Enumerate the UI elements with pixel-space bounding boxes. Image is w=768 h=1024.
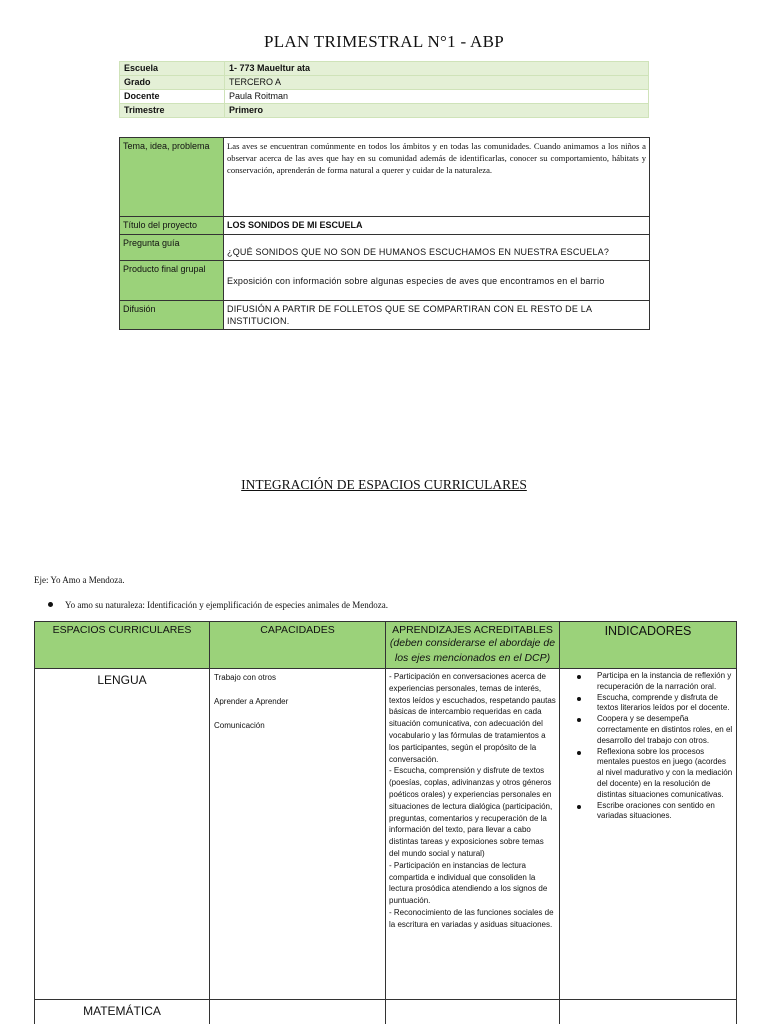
page-title: PLAN TRIMESTRAL N°1 - ABP [263,32,505,51]
aprendizajes-cell [386,1000,560,1024]
info-key: Docente [120,90,225,104]
area-name: LENGUA [35,669,210,1000]
project-row-tema [120,138,650,217]
titulo-text: LOS SONIDOS DE MI ESCUELA [224,217,650,235]
info-value: TERCERO A [225,76,649,90]
section-title: INTEGRACIÓN DE ESPACIOS CURRICULARES [241,477,527,492]
header-capacidades: CAPACIDADES [210,622,386,669]
info-value: 1- 773 Maueltur ata [225,62,649,76]
indicador-item: Escribe oraciones con sentido en variadas situaciones. [568,801,733,823]
difusion-text: DIFUSIÓN A PARTIR DE FOLLETOS QUE SE COMPARTIRAN CON EL RESTO DE LA INSTITUCION. [224,301,650,330]
capacidad-item: Trabajo con otros [214,673,276,682]
info-row-trimestre [120,104,649,118]
capacidad-item: Comunicación [214,721,265,730]
titulo-label: Título del proyecto [120,217,224,235]
header-indicadores: INDICADORES [560,622,737,669]
pregunta-text: ¿QUÉ SONIDOS QUE NO SON DE HUMANOS ESCUCHAMOS EN NUESTRA ESCUELA? [224,235,650,261]
curricular-row-matematica [35,1000,737,1024]
info-key: Trimestre [120,104,225,118]
info-row-escuela [120,62,649,76]
pregunta-label: Pregunta guía [120,235,224,261]
producto-text: Exposición con información sobre algunas especies de aves que encontramos en el barrio [224,261,650,301]
indicador-item: Coopera y se desempeña correctamente en distintos roles, en el desarrollo del trabajo con otros. [568,714,733,746]
indicador-item: Escucha, comprende y disfruta de textos literarios leídos por el docente. [568,693,733,715]
info-value: Primero [225,104,649,118]
difusion-label: Difusión [120,301,224,330]
info-key: Grado [120,76,225,90]
curricular-table [34,621,737,1024]
school-info-table [119,61,649,118]
info-row-docente [120,90,649,104]
curricular-header-row [35,622,737,669]
aprendizajes-cell [386,669,560,1000]
capacidades-cell [210,669,386,1000]
bullet-icon [48,602,53,607]
info-row-grado [120,76,649,90]
indicadores-cell [560,669,737,1000]
header-aprendizajes-label: APRENDIZAJES ACREDITABLES [392,624,553,636]
tema-label: Tema, idea, problema [120,138,224,217]
area-name: MATEMÁTICA [35,1000,210,1024]
eje-bullet-text: Yo amo su naturaleza: Identificación y ejemplificación de especies animales de Mendoza. [65,600,388,610]
header-aprendizajes-note: (deben considerarse el abordaje de los ejes mencionados en el DCP) [389,637,556,664]
indicador-item: Reflexiona sobre los procesos mentales puestos en juego (acordes al nivel madurativo y con la mediación del docente) en la resolución de distintas situaciones comunicativas. [568,747,733,801]
project-row-producto [120,261,650,301]
header-espacios: ESPACIOS CURRICULARES [35,622,210,669]
eje-bullet [48,600,388,610]
info-value: Paula Roitman [225,90,649,104]
eje-text: Eje: Yo Amo a Mendoza. [34,575,125,585]
project-row-titulo [120,217,650,235]
aprendizajes-text: - Participación en conversaciones acerca de experiencias personales, temas de interés, textos leídos y escuchados, respetando pautas básicas de intercambio requeridas en cada situación comunicativa, con adecuación del vocabulario y las fórmulas de tratamientos a los participantes, según el propósito de la conversación. - Escucha, comprensión y disfrute de textos (poesías, coplas, adivinanzas y otros géneros poéticos orales) y experiencias personales en situaciones de lectura dialógica (participación, preguntas, comentarios y recuperación de la información del texto, para llevar a cabo distintas tareas y exposiciones sobre temas del mundo social y natural) - Participación en instancias de lectura compartida e individual que consoliden la lectura prosódica atendiendo a los signos de puntuación. - Reconocimiento de las funciones sociales de la escritura en variadas y asiduas situaciones. [389,672,556,929]
capacidad-item: Aprender a Aprender [214,697,289,706]
indicadores-cell [560,1000,737,1024]
header-aprendizajes [386,622,560,669]
project-row-difusion [120,301,650,330]
project-table [119,137,650,330]
tema-text: Las aves se encuentran comúnmente en todos los ámbitos y en todas las comunidades. Cuando animamos a los niños a observar acerca de las aves que hay en su comunidad además de identificarlas, conocer su comportamiento, hábitats y conservación, aprenderán de forma natural a querer y cuidar de la naturaleza. [224,138,650,217]
curricular-row-lengua [35,669,737,1000]
info-key: Escuela [120,62,225,76]
producto-label: Producto final grupal [120,261,224,301]
capacidades-cell [210,1000,386,1024]
project-row-pregunta [120,235,650,261]
indicador-item: Participa en la instancia de reflexión y recuperación de la narración oral. [568,671,733,693]
